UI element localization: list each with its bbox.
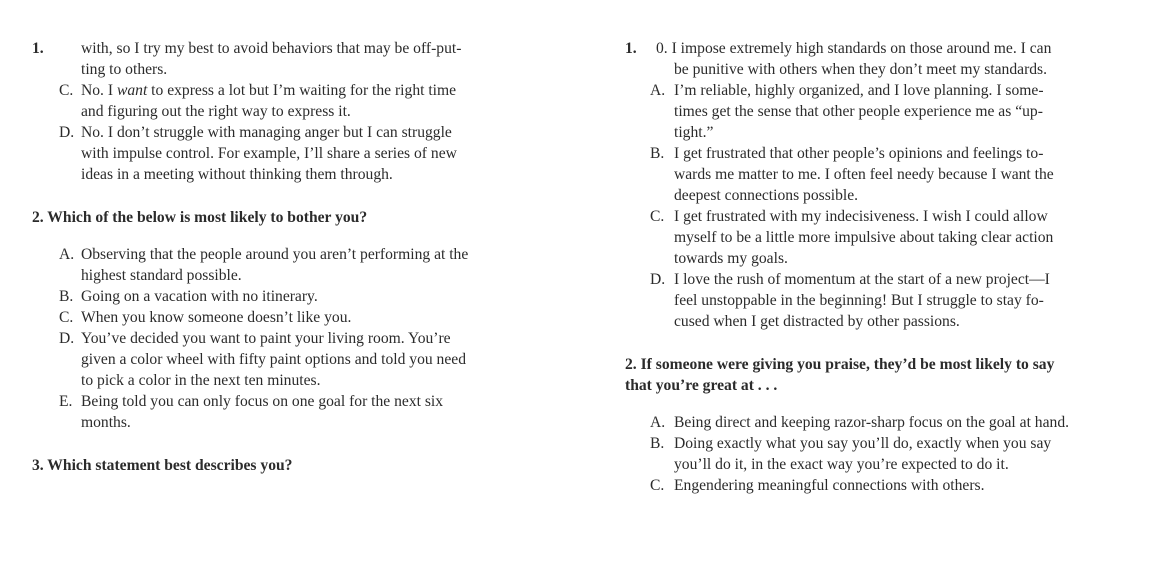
question-3-heading: 3. Which statement best describes you? (32, 457, 293, 474)
right-column (625, 38, 1140, 496)
text-line: 0. I impose extremely high standards on those around me. I can (656, 40, 1052, 57)
text-line: wards me matter to me. I often feel needy because I want the (674, 166, 1054, 183)
text-line: When you know someone doesn’t like you. (81, 309, 352, 326)
text-line: and figuring out the right way to express it. (81, 103, 351, 120)
option-d (625, 269, 1140, 332)
text-line: feel unstoppable in the beginning! But I struggle to stay fo- (674, 292, 1044, 309)
text-line: Going on a vacation with no itinerary. (81, 288, 318, 305)
text-line: given a color wheel with fifty paint options and told you need (81, 351, 466, 368)
text-line: Engendering meaningful connections with others. (674, 477, 985, 494)
text-line: that you’re great at . . . (625, 377, 778, 394)
text-line: I get frustrated that other people’s opinions and feelings to- (674, 145, 1044, 162)
option-letter: B. (59, 288, 74, 305)
option-letter: A. (59, 246, 75, 263)
question-1-continuation (32, 38, 552, 80)
text-line: times get the sense that other people experience me as “up- (674, 103, 1043, 120)
text-line: cused when I get distracted by other passions. (674, 313, 960, 330)
option-letter: A. (650, 414, 666, 431)
option-letter: D. (650, 271, 666, 288)
question-number: 1. (625, 40, 637, 57)
text-line: deepest connections possible. (674, 187, 859, 204)
question-number: 1. (32, 40, 44, 57)
text-fragment: No. I (81, 82, 117, 99)
text-line: with impulse control. For example, I’ll share a series of new (81, 145, 457, 162)
option-letter: B. (650, 435, 665, 452)
text-line: Doing exactly what you say you’ll do, exactly when you say (674, 435, 1052, 452)
text-line: I love the rush of momentum at the start of a new project—I (674, 271, 1050, 288)
option-letter: B. (650, 145, 665, 162)
text-line: Being direct and keeping razor-sharp focus on the goal at hand. (674, 414, 1070, 431)
option-letter: C. (59, 309, 74, 326)
text-line: ideas in a meeting without thinking them through. (81, 166, 393, 183)
option-a (32, 244, 552, 286)
left-column (32, 38, 552, 476)
text-line: highest standard possible. (81, 267, 242, 284)
text-line: Observing that the people around you aren’t performing at the (81, 246, 469, 263)
option-c (32, 80, 552, 122)
text-line: No. I don’t struggle with managing anger but I can struggle (81, 124, 452, 141)
emphasis-text: want (116, 82, 148, 99)
text-line: 2. If someone were giving you praise, they’d be most likely to say (625, 356, 1055, 373)
option-c (625, 206, 1140, 269)
option-letter: C. (650, 477, 665, 494)
option-letter: D. (59, 330, 75, 347)
text-line: towards my goals. (674, 250, 788, 267)
text-line: you’ll do it, in the exact way you’re expected to do it. (674, 456, 1009, 473)
option-c (32, 307, 552, 328)
question-2-heading: 2. Which of the below is most likely to bother you? (32, 209, 368, 226)
option-d (32, 122, 552, 185)
question-2-heading (625, 354, 1140, 396)
text-line: be punitive with others when they don’t meet my standards. (674, 61, 1048, 78)
text-line: Being told you can only focus on one goal for the next six (81, 393, 444, 410)
option-letter: E. (59, 393, 73, 410)
option-letter: C. (59, 82, 74, 99)
option-d (32, 328, 552, 391)
text-line: to pick a color in the next ten minutes. (81, 372, 321, 389)
option-letter: D. (59, 124, 75, 141)
option-c (625, 475, 1140, 496)
question-1-item-0 (625, 38, 1140, 80)
option-b (32, 286, 552, 307)
text-line: ting to others. (81, 61, 168, 78)
text-line: myself to be a little more impulsive about taking clear action (674, 229, 1054, 246)
option-b (625, 143, 1140, 206)
text-line: I’m reliable, highly organized, and I love planning. I some- (674, 82, 1044, 99)
option-letter: C. (650, 208, 665, 225)
option-e (32, 391, 552, 433)
option-b (625, 433, 1140, 475)
text-fragment: to express a lot but I’m waiting for the right time (147, 82, 457, 99)
text-line: months. (81, 414, 131, 431)
text-line: You’ve decided you want to paint your living room. You’re (81, 330, 451, 347)
option-a (625, 80, 1140, 143)
option-letter: A. (650, 82, 666, 99)
text-line: tight.” (674, 124, 714, 141)
text-line: I get frustrated with my indecisiveness. I wish I could allow (674, 208, 1048, 225)
option-a (625, 412, 1140, 433)
text-line: with, so I try my best to avoid behaviors that may be off-put- (81, 40, 462, 57)
